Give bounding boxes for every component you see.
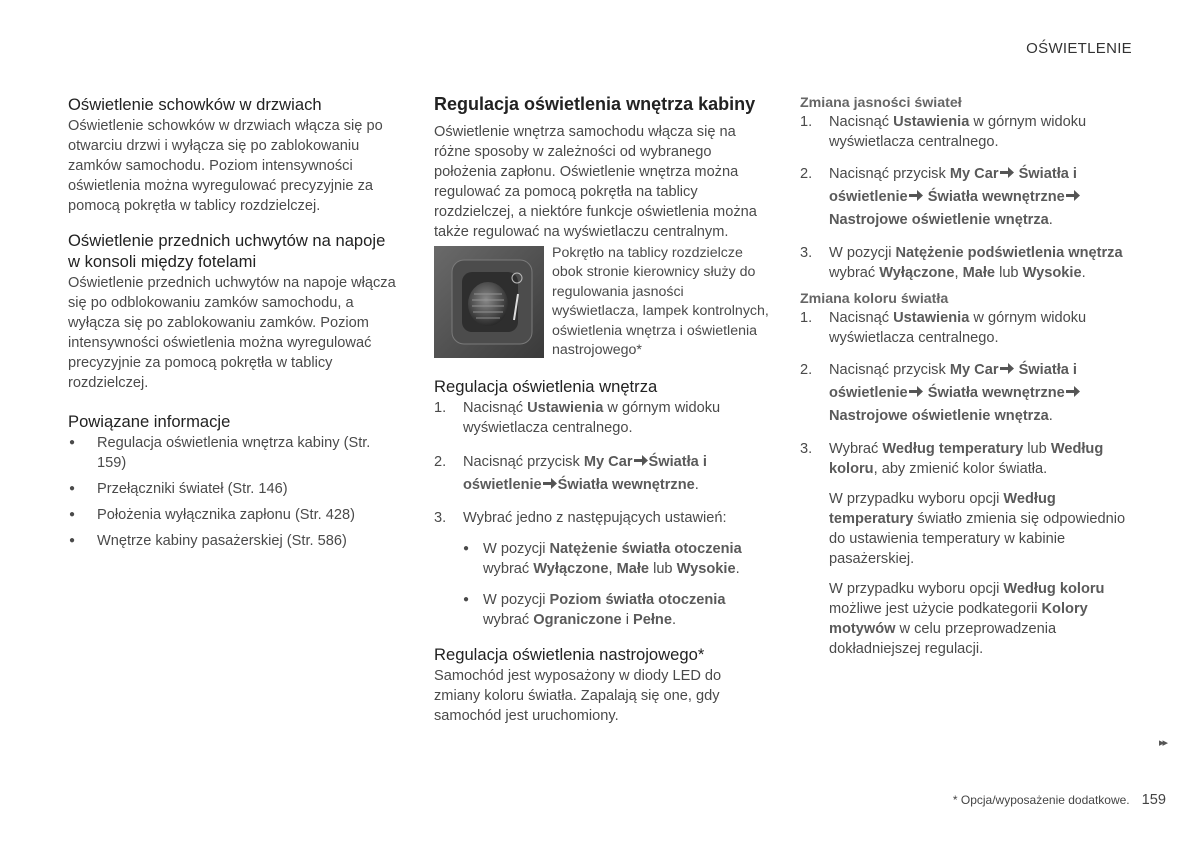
value-full[interactable]: Pełne	[633, 612, 672, 629]
related-links-list	[68, 433, 400, 551]
heading-door-pocket: Oświetlenie schowków w drzwiach	[68, 95, 322, 114]
menu-interior-lights[interactable]: Światła wewnętrzne	[557, 477, 695, 494]
menu-settings[interactable]: Ustawienia	[527, 400, 604, 417]
heading-cabin-lighting: Regulacja oświetlenia wnętrza kabiny	[434, 94, 756, 114]
arrow-right-icon	[542, 477, 558, 490]
arrow-right-icon	[1065, 385, 1081, 398]
menu-mood-lighting[interactable]: Nastrojowe oświetlenie wnętrza	[829, 408, 1049, 424]
arrow-right-icon	[999, 362, 1015, 375]
heading-brightness: Zmiana jasności świateł	[800, 95, 962, 111]
heading-mood-lighting: Regulacja oświetlenia nastrojowego*	[434, 645, 705, 665]
text-temperature-mode: W przypadku wyboru opcji Według temperatury światło zmienia się odpowiednio do ustawienia temperatury w kabinie pasażerskiej.	[829, 491, 1126, 567]
continue-arrows-icon: ▸▸	[1158, 737, 1166, 749]
page-footer	[953, 792, 1166, 808]
step: 3. Wybrać jedno z następujących ustawień: ● W pozycji Natężenie światła otoczenia wybrać Wyłączone, Małe lub Wysokie. ● W pozycji Poziom światła otoczenia wybrać Ograniczone i Pełne.	[434, 508, 769, 630]
footnote-optional: * Opcja/wyposażenie dodatkowe.	[952, 793, 1130, 807]
menu-my-car[interactable]: My Car	[949, 166, 999, 182]
value-off[interactable]: Wyłączone	[879, 265, 955, 281]
figure-caption: Pokrętło na tablicy rozdzielcze obok stronie kierownicy służy do regulowania jasności wyświetlacza, lampek kontrolnych, oświetlenia wnętrza i oświetlenia nastrojowego*	[552, 245, 769, 359]
related-link[interactable]: ● Położenia wyłącznika zapłonu (Str. 428)	[68, 505, 400, 525]
menu-settings[interactable]: Ustawienia	[893, 310, 970, 326]
heading-interior-lighting: Regulacja oświetlenia wnętrza	[434, 377, 658, 397]
text-mood-lighting: Samochód jest wyposażony w diody LED do zmiany koloru światła. Zapalają się one, gdy samochód jest uruchomiony.	[434, 668, 722, 725]
step: 3. Wybrać Według temperatury lub Według koloru, aby zmienić kolor światła.	[800, 441, 1104, 477]
arrow-right-icon	[908, 385, 924, 398]
step: 1. Nacisnąć Ustawienia w górnym widoku wyświetlacza centralnego.	[434, 400, 721, 437]
steps-interior	[434, 398, 769, 630]
value-off[interactable]: Wyłączone	[533, 561, 609, 578]
heading-cup-holders: Oświetlenie przednich uchwytów na napoje w konsoli między fotelami	[68, 231, 386, 271]
option-theme-colors[interactable]: Kolory motywów	[829, 601, 1088, 637]
section-header: OŚWIETLENIE	[1026, 40, 1132, 57]
arrow-right-icon	[1065, 189, 1081, 202]
option-by-color[interactable]: Według koloru	[829, 441, 1104, 477]
value-limited[interactable]: Ograniczone	[533, 612, 622, 629]
column-right	[800, 94, 1136, 659]
menu-lights[interactable]: Światła i oświetlenie	[463, 454, 707, 494]
options-list	[434, 539, 769, 630]
step: 1. Nacisnąć Ustawienia w górnym widoku wyświetlacza centralnego.	[800, 310, 1087, 346]
menu-my-car[interactable]: My Car	[583, 454, 633, 471]
step: 2. Nacisnąć przycisk My Car Światła i oświetlenie Światła wewnętrzne.	[434, 454, 707, 494]
arrow-right-icon	[633, 454, 649, 467]
value-low[interactable]: Małe	[616, 561, 650, 578]
setting-ambient-level[interactable]: Poziom światła otoczenia	[549, 592, 726, 609]
figure-dimmer	[434, 244, 769, 360]
menu-mood-lighting[interactable]: Nastrojowe oświetlenie wnętrza	[829, 212, 1049, 228]
menu-my-car[interactable]: My Car	[949, 362, 999, 378]
step: 2. Nacisnąć przycisk My Car Światła i oświetlenie Światła wewnętrzne Nastrojowe oświetlenie wnętrza.	[800, 359, 1136, 428]
heading-related-info: Powiązane informacje	[68, 412, 231, 431]
text-door-pocket: Oświetlenie schowków w drzwiach włącza się po otwarciu drzwi i wyłącza się po zablokowaniu zamków samochodu. Poziom intensywności oświetlenia można wyregulować precyzyjnie za pomocą pokrętła w tablicy rozdzielczej.	[68, 118, 383, 214]
menu-settings[interactable]: Ustawienia	[893, 114, 970, 130]
menu-interior-lights[interactable]: Światła wewnętrzne	[927, 385, 1065, 401]
step: 1. Nacisnąć Ustawienia w górnym widoku wyświetlacza centralnego.	[800, 114, 1087, 150]
value-high[interactable]: Wysokie	[1022, 265, 1082, 281]
text-cup-holders: Oświetlenie przednich uchwytów na napoje włącza się po odblokowaniu zamków samochodu, a wyłącza się po zablokowaniu zamków. Poziom intensywności oświetlenia można wyregulować precyzyjnie za pomocą pokrętła w tablicy rozdzielczej.	[68, 275, 396, 391]
column-left	[68, 94, 400, 557]
option-by-temperature[interactable]: Według temperatury	[882, 441, 1024, 457]
setting-ambient-intensity[interactable]: Natężenie światła otoczenia	[549, 541, 742, 558]
option: ● W pozycji Poziom światła otoczenia wybrać Ograniczone i Pełne.	[434, 590, 769, 630]
step: 2. Nacisnąć przycisk My Car Światła i oświetlenie Światła wewnętrzne Nastrojowe oświetlenie wnętrza.	[800, 163, 1136, 232]
menu-lights[interactable]: Światła i oświetlenie	[829, 362, 1077, 401]
arrow-right-icon	[999, 166, 1015, 179]
related-link[interactable]: ● Przełączniki świateł (Str. 146)	[68, 479, 400, 499]
menu-interior-lights[interactable]: Światła wewnętrzne	[927, 189, 1065, 205]
steps-brightness	[800, 112, 1136, 283]
text-color-mode: W przypadku wyboru opcji Według koloru możliwe jest użycie podkategorii Kolory motywów w celu przeprowadzenia dokładniejszej regulacji.	[829, 581, 1105, 657]
dimmer-knob-image	[434, 246, 544, 358]
column-middle	[434, 94, 769, 726]
option: ● W pozycji Natężenie światła otoczenia wybrać Wyłączone, Małe lub Wysokie.	[434, 539, 769, 579]
page-number: 159	[1141, 792, 1166, 808]
value-low[interactable]: Małe	[962, 265, 996, 281]
setting-backlight-intensity[interactable]: Natężenie podświetlenia wnętrza	[895, 245, 1123, 261]
value-high[interactable]: Wysokie	[676, 561, 736, 578]
related-link[interactable]: ● Regulacja oświetlenia wnętrza kabiny (Str. 159)	[68, 433, 400, 473]
text-cabin-intro: Oświetlenie wnętrza samochodu włącza się na różne sposoby w zależności od wybranego położenia zapłonu. Oświetlenie wnętrza można regulować za pomocą pokrętła na tablicy rozdzielczej, a niektóre funkcje oświetlenia można także regulować na wyświetlaczu centralnym.	[434, 124, 757, 240]
related-link[interactable]: ● Wnętrze kabiny pasażerskiej (Str. 586)	[68, 531, 400, 551]
menu-lights[interactable]: Światła i oświetlenie	[829, 166, 1077, 205]
arrow-right-icon	[908, 189, 924, 202]
step: 3. W pozycji Natężenie podświetlenia wnętrza wybrać Wyłączone, Małe lub Wysokie.	[800, 245, 1123, 281]
heading-color: Zmiana koloru światła	[800, 291, 949, 307]
steps-color	[800, 308, 1136, 479]
